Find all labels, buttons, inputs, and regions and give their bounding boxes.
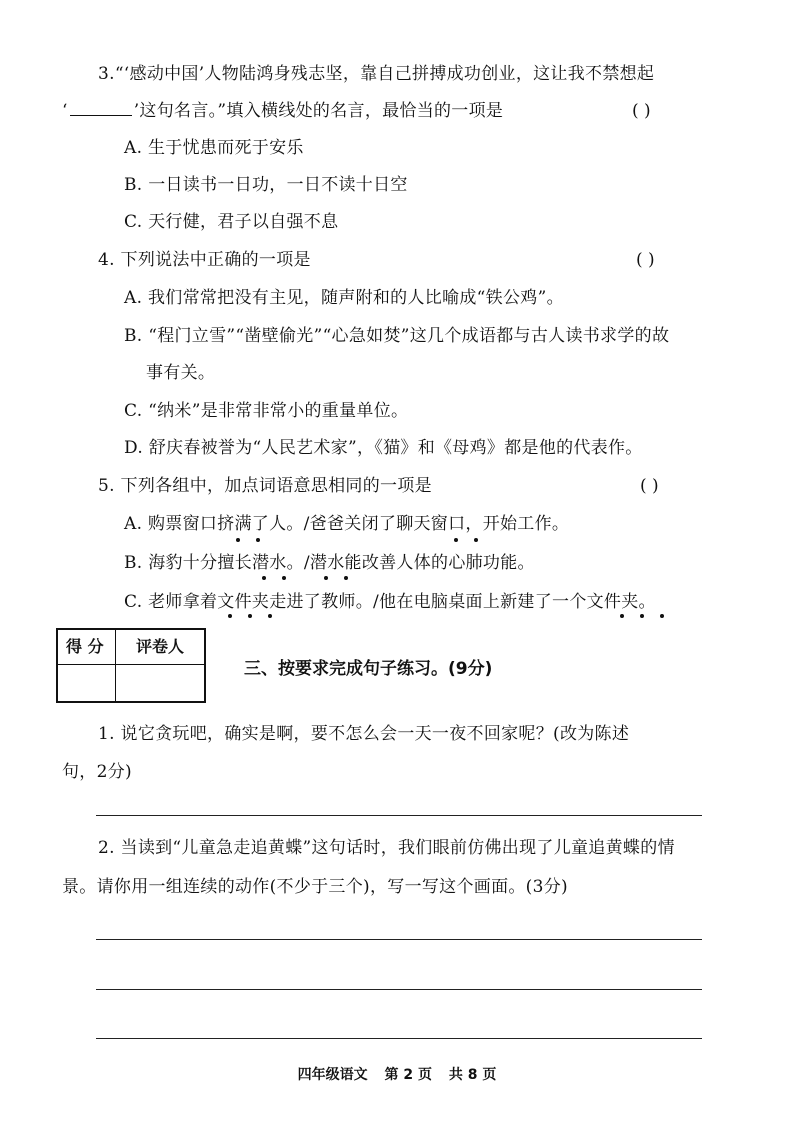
emphasis-dot [324, 576, 328, 580]
emphasis-dot [620, 614, 624, 618]
q4-option-c: C. “纳米”是非常非常小的重量单位。 [124, 401, 409, 421]
q4-option-b-line1: B. “程门立雪”“凿壁偷光”“心急如焚”这几个成语都与古人读书求学的故 [124, 326, 670, 346]
q4-option-b-line2: 事有关。 [146, 363, 216, 383]
q5-stem: 5. 下列各组中，加点词语意思相同的一项是 [98, 476, 432, 496]
q4-option-d: D. 舒庆春被誉为“人民艺术家”，《猫》和《母鸡》都是他的代表作。 [124, 438, 643, 458]
score-box-divider-v [115, 630, 116, 701]
q3-open-quote: ‘ [62, 101, 68, 121]
s3-q1-line2: 句，2分) [62, 762, 132, 782]
emphasis-dot [344, 576, 348, 580]
grader-label: 评卷人 [136, 637, 185, 656]
q3-answer-paren[interactable]: ( ) [632, 101, 651, 121]
answer-line-q2-2[interactable] [96, 989, 702, 990]
q5-option-b: B. 海豹十分擅长潜水。/潜水能改善人体的心肺功能。 [124, 553, 535, 573]
emphasis-dot [282, 576, 286, 580]
q3-option-b: B. 一日读书一日功，一日不读十日空 [124, 175, 408, 195]
emphasis-dot [268, 614, 272, 618]
page-footer [0, 1065, 794, 1085]
emphasis-dot [256, 538, 260, 542]
emphasis-dot [454, 538, 458, 542]
emphasis-dot [474, 538, 478, 542]
q5-answer-paren[interactable]: ( ) [640, 476, 659, 496]
q4-stem: 4. 下列说法中正确的一项是 [98, 250, 311, 270]
s3-q2-line2: 景。请你用一组连续的动作(不少于三个)，写一写这个画面。(3分) [62, 877, 568, 897]
answer-line-q1[interactable] [96, 815, 702, 816]
footer-grade: 四年级语文 [297, 1067, 368, 1083]
q3-stem-line2-text: ’这句名言。”填入横线处的名言，最恰当的一项是 [133, 101, 504, 121]
q3-stem-line1: 3.“‘感动中国’人物陆鸿身残志坚，靠自己拼搏成功创业，这让我不禁想起 [98, 64, 655, 84]
emphasis-dot [660, 614, 664, 618]
emphasis-dot [248, 614, 252, 618]
q3-blank[interactable] [70, 99, 132, 116]
q3-option-c: C. 天行健，君子以自强不息 [124, 212, 339, 232]
footer-page-number: 第 2 页 [384, 1067, 432, 1083]
q4-answer-paren[interactable]: ( ) [636, 250, 655, 270]
section-title: 三、按要求完成句子练习。(9分) [244, 659, 493, 679]
q4-option-a: A. 我们常常把没有主见，随声附和的人比喻成“铁公鸡”。 [124, 288, 564, 308]
s3-q1-line1: 1. 说它贪玩吧，确实是啊，要不怎么会一天一夜不回家呢？(改为陈述 [98, 724, 630, 744]
answer-line-q2-3[interactable] [96, 1038, 702, 1039]
answer-line-q2-1[interactable] [96, 939, 702, 940]
score-box [56, 628, 206, 703]
q3-stem-line2 [62, 99, 503, 123]
footer-total-pages: 共 8 页 [448, 1067, 497, 1083]
emphasis-dot [236, 538, 240, 542]
score-box-divider-h [58, 664, 204, 665]
emphasis-dot [262, 576, 266, 580]
s3-q2-line1: 2. 当读到“儿童急走追黄蝶”这句话时，我们眼前仿佛出现了儿童追黄蝶的情 [98, 838, 675, 858]
emphasis-dot [228, 614, 232, 618]
q3-option-a: A. 生于忧患而死于安乐 [124, 138, 304, 158]
q5-option-c: C. 老师拿着文件夹走进了教师。/他在电脑桌面上新建了一个文件夹。 [124, 592, 656, 612]
q5-option-a: A. 购票窗口挤满了人。/爸爸关闭了聊天窗口，开始工作。 [124, 514, 570, 534]
emphasis-dot [640, 614, 644, 618]
score-label: 得 分 [66, 637, 104, 656]
